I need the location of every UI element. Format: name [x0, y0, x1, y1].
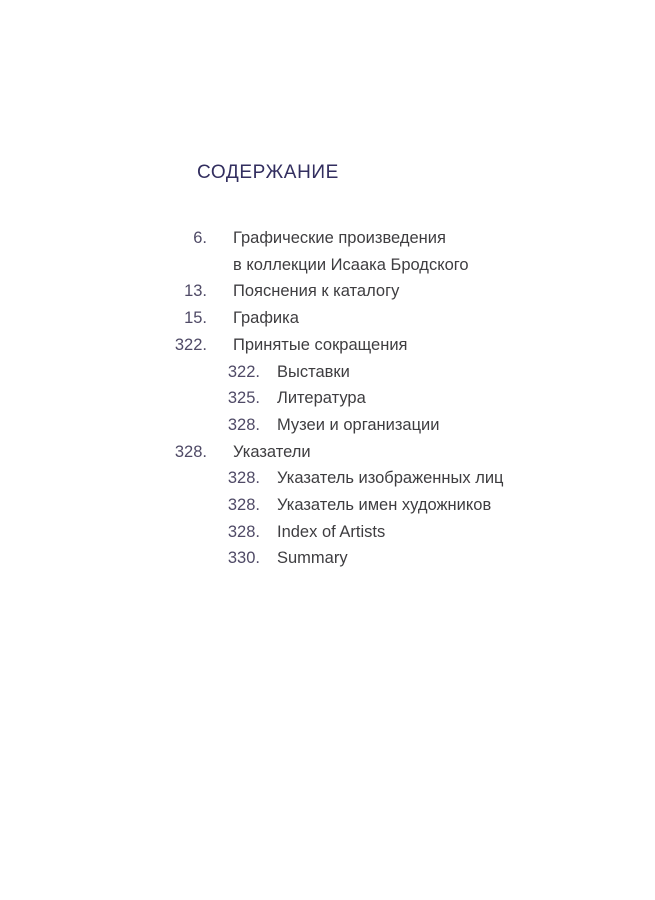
- toc-entry-label: Summary: [277, 549, 348, 568]
- toc-entry-label: Указатель изображенных лиц: [277, 469, 504, 488]
- page-title: СОДЕРЖАНИЕ: [197, 162, 339, 183]
- toc-entry-page-number: 15.: [184, 309, 207, 328]
- toc-entry: [160, 385, 504, 412]
- toc-entry-page-number: 322.: [227, 362, 260, 381]
- toc-entry: [160, 278, 504, 305]
- toc-entry-label: Литература: [277, 389, 366, 408]
- toc-entry-label: Пояснения к каталогу: [233, 282, 400, 301]
- toc-entry-page-number: 325.: [227, 389, 260, 408]
- toc-entry-label: Графика: [233, 309, 299, 328]
- toc-entry: [160, 305, 504, 332]
- toc-entry: [160, 492, 504, 519]
- toc-entry-label: в коллекции Исаака Бродского: [233, 255, 469, 274]
- toc-list: [160, 225, 504, 572]
- toc-entry-label: Принятые сокращения: [233, 335, 408, 354]
- toc-entry: [160, 359, 504, 386]
- toc-entry-page-number: 328.: [227, 415, 260, 434]
- toc-entry-label: Указатель имен художников: [277, 496, 492, 515]
- toc-entry: [160, 519, 504, 546]
- toc-entry-page-number: 322.: [174, 335, 207, 354]
- toc-entry: [160, 439, 504, 466]
- toc-entry-label: Указатели: [233, 442, 311, 461]
- toc-entry: [160, 225, 504, 252]
- toc-entry: [160, 332, 504, 359]
- toc-entry-label: Музеи и организации: [277, 415, 440, 434]
- toc-entry-page-number: 330.: [227, 549, 260, 568]
- toc-entry-page-number: 6.: [193, 229, 207, 247]
- toc-entry-page-number: 328.: [174, 442, 207, 461]
- toc-entry: [160, 545, 504, 572]
- toc-entry-page-number: 13.: [184, 282, 207, 301]
- toc-entry-continuation: [160, 252, 504, 279]
- toc-entry-page-number: 328.: [227, 522, 260, 541]
- toc-entry: [160, 465, 504, 492]
- toc-entry-label: Выставки: [277, 362, 350, 381]
- toc-entry: [160, 412, 504, 439]
- toc-entry-page-number: 328.: [227, 469, 260, 488]
- toc-entry-label: Графические произведения: [233, 229, 446, 247]
- toc-entry-label: Index of Artists: [277, 522, 386, 541]
- toc-entry-page-number: 328.: [227, 496, 260, 515]
